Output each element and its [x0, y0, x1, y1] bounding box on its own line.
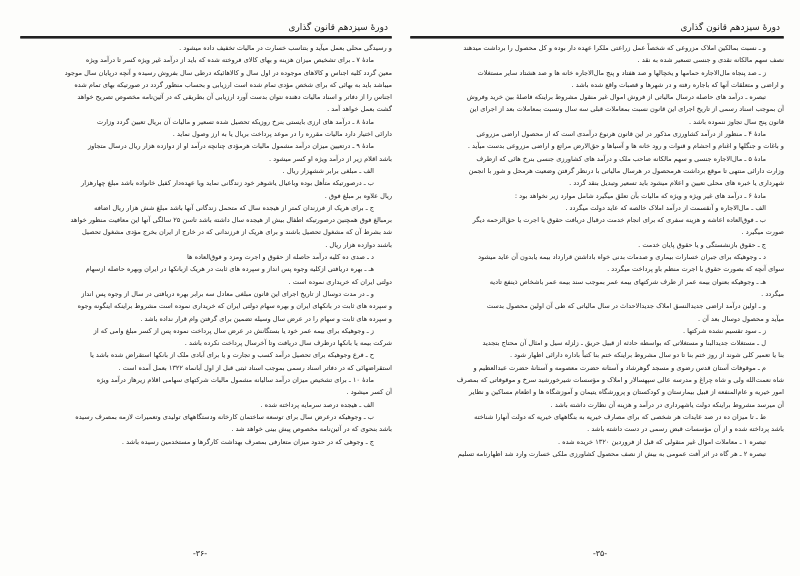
text-line: شهرداری یا خبره های محلی تعیین و اعلام میشود باید تسعیر وتبدیل بنقد گردد .: [569, 179, 784, 188]
header-rule: [20, 36, 392, 38]
clause-dal: د ـ صدی ده کلیه درآمد حاصله از حقوق و اجرت ومزد و فوق‌العاده ها: [187, 253, 374, 262]
clause-dal: د ـ وجوهیکه برای جبران خسارات بیماری و صدمات بدنی خواه باداشتن قرارداد بیمه یابدون آن عاید میشود: [478, 253, 766, 262]
clause-mim: م ـ موقوفات آستان قدس رضوی و مسجد گوهرشاد و آستانه حضرت معصومه و آستانهٔ حضرت عبدالعظیم و: [473, 363, 766, 372]
note-heading: تبصره ـ درآمد های حاصله درسال مالیاتی از فروش اموال غیر منقول مشروط براینکه فاصلهٔ بین خرید وفروش: [466, 93, 766, 102]
header-rule: [410, 36, 784, 38]
text-line: اجناس را از دفاتر و اسناد مالیات دهنده نتوان بدست آورد ارزیابی آن بطریقی که در آئین‌نامه مخصوص تصریح خواهد: [77, 93, 392, 102]
running-header: دورهٔ سیزدهم قانون گذاری: [680, 23, 780, 33]
note-1-heading: تبصره ۱ ـ معاملات اموال غیر منقولی که قبل از فروردین ۱۳۲۰ خریده شده .: [557, 437, 766, 446]
text-line: باشد پرداخته شده و از آن مؤسسات قبض رسمی در دست داشته باشد .: [587, 425, 784, 434]
text-line: امور خیریه و عام‌المنفعه از قبیل بیمارستان و کودکستان و پرورشگاه یتیمان و آموزشگاه ها و اطعام مساکین و نظایر: [468, 388, 784, 397]
article-9-heading: مادهٔ ۹ ـ درتعیین میزان درآمد مشمول مالیات هرمؤدی چنانچه درآمد او از دوازده هزار ریال درسال متجاوز: [87, 142, 374, 151]
clause-he: هـ ـ وجوهیکه بعنوان بیمه عمر از طرف شرکتهای بیمه عمر بموجب سند بیمه عمر باشخاص ذینفع تادیه: [489, 277, 766, 286]
text-line: برمبالغ فوق همچنین درصورتیکه اطفال بیش از هیجده سال داشته باشد تاسن ۲۵ سالگی آنها این معافیت منظور خواهد: [70, 216, 392, 225]
text-line: صورت میگیرد .: [741, 228, 784, 237]
clause-ta: ط ـ تا میزان ده در صد عایدات هر شخصی که برای مصارف خیریه به بنگاههای خیریه که دولت آنهارا شناخته: [474, 412, 766, 421]
text-line: آن میرسد مشروط براینکه دولت یاشهرداری در درآمد و هزینه آن نظارت داشته باشد .: [550, 400, 784, 409]
page-number: -۳۶-: [192, 549, 208, 558]
article-5-heading: مادهٔ ۵ ـ مال‌الاجاره جنسی و سهم مالکانه صاحب ملک و درآمد های کشاورزی جنسی بنرخ هائی که ازطرف: [476, 154, 766, 163]
article-10-heading: مادهٔ ۱۰ ـ برای تشخیص میزان درآمد سالیانه مشمول مالیات شرکتهای سهامی اقلام زیرهاز درآمد ویژه: [96, 376, 374, 385]
article-7-heading: مادهٔ ۷ ـ برای تشخیص میزان هزینه و بهای کالای فروخته شده که باید از درآمد غیر ویژه کسر تا درآمد ویژه: [85, 56, 374, 65]
clause-he: هـ ـ بهره دریافتی ازکلیه وجوه پس انداز و سپرده های ثابت در هریک ازبانکها در ایران وبهره حاصله ازسهام: [85, 265, 374, 274]
text-line: باشد بنحوی که در آئین‌نامه مخصوص پیش بینی خواهد شد .: [231, 425, 392, 434]
clause-vav: و ـ در مدت دوسال از تاریخ اجرای این قانون مبلغی معادل سه برابر بهره دریافتی در سال از وجوه پس انداز: [81, 289, 374, 298]
right-page: [400, 0, 800, 576]
text-line: میگردد .: [761, 289, 784, 298]
clause-be: ب ـ درصورتیکه متأهل بوده وباعیال یاشوهر خود زندگانی نماید ویا عهده‌دار کفیل خانواده باشد مبلغ چهارهزار: [81, 179, 374, 188]
page-body: [20, 42, 392, 448]
text-line: میآید و محصول دوسال بعد آن .: [698, 314, 784, 323]
text-line: میباشد باید به بهائی که برای شخص مؤدی تمام شده است ارزیابی و بحساب منظور گردد در صورتیکه بهای تمام شده: [74, 80, 392, 89]
clause-be: ب ـ فوق‌العاده اعاشه و هزینه سفری که برای انجام خدمت درقبال دریافت حقوق یا اجرت یا حق‌الزحمه دیگر: [472, 216, 766, 225]
text-line: باشند دوازده هزار ریال .: [325, 240, 392, 249]
clause-vav: و ـ نسبت بمالکین املاک مزروعی که شخصاً عمل زراعتی ملکرا عهده دار بوده و کل محصول را برداشت میدهند: [463, 44, 766, 52]
clause-he-jimi: ح ـ فرع وجوهیکه برای تحصیل درآمد کسب و تجارت و یا برای آبادی ملک از بانکها استقراض شده باشد یا: [89, 351, 374, 360]
clause-ze: ز ـ وجوهیکه برای بیمه عمر خود یا بستگانش در عرض سال پرداخت نموده پس از کسر مبلغ وامی که از: [93, 326, 374, 335]
text-line: باشد اقلام زیر از درآمد ویژه او کسر میشود .: [269, 154, 392, 163]
text-line: قانون پنج سال تجاوز ننموده باشد .: [688, 117, 784, 126]
text-line: شاه نعمت‌الله ولی و شاه چراغ و مدرسه عالی سپهسالار و املاک و مؤسسات شیرخورشید سرخ و موقوفاتی که بمصرف: [456, 376, 784, 385]
clause-alef: الف ـ مبلغی برابر ششهزار ریال .: [282, 166, 374, 175]
text-line: شد بشرط آن که مشغول تحصیل باشند و برای هریک از فرزندانی که در خارج از ایران بخرج مؤدی مشغول تحصیل: [82, 228, 392, 237]
clause-alef: الف ـ مال‌الاجاره و آنقسمت از درآمد املاک خالصه که عاید دولت میگردد .: [565, 203, 766, 212]
article-6-heading: مادهٔ ۶ ـ درآمد های غیر ویژه و ویژه که مالیات بآن تعلق میگیرد شامل موارد زیر نخواهد بود :: [514, 191, 766, 200]
clause-vav: و ـ اولین درآمد اراضی جدیدالنسق املاک جدیدالاحداث در سال مالیاتی که طی آن اولین محصول بدست: [486, 302, 766, 311]
text-line: شرکت بیمه یا بانکها درظرف سال دریافت وتا آخرسال پرداخت نکرده باشد .: [184, 339, 392, 348]
clause-lam: ل ـ مستغلات جدیدالبنا و مستغلاتی که بواسطه حادثه از قبیل حریق ـ زلزله سیل و امثال آن محتاج بتجدید: [482, 339, 766, 348]
note-2-heading: تبصره ۲ ـ هر گاه در اثر آفت عمومی به بیش از نصف محصول کشاورزی ملکی خسارت وارد شد اظهارنامه تسلیم: [457, 449, 766, 458]
text-line: معین گردد کلیه اجناس و کالاهای موجوده در اول سال و کالاهائیکه درطی سال بفروش رسیده و آنچه درپایان سال موجود: [64, 68, 392, 77]
text-line: و سپرده های ثابت در بانکهای ایران و بهره سهام دولتی ایران که خریداری نموده است مشروط براینکه اینگونه وجوه: [77, 302, 392, 311]
clause-jim: ج ـ وجوهی که در حدود میزان متعارفی بمصرف بهداشت کارگرها و مستخدمین رسیده باشد .: [121, 437, 374, 446]
text-line: بنا یا تعمیر کلی شوند از روز ختم بنا تا دو سال مشروط براینکه ختم بنا کتباً باداره دارائی اظهار شود .: [509, 351, 784, 360]
running-header: دورهٔ سیزدهم قانون گذاری: [288, 23, 388, 33]
text-line: دارائی اختیار دارد مالیات مقرره را در موعد پرداخت بریال یا به ارز وصول نماید .: [172, 130, 392, 139]
article-8-heading: مادهٔ ۸ ـ درآمد های ارزی بایستی بنرخ روزیکه تحصیل شده تسعیر و مالیات آن بریال تعیین گردد وزارت: [96, 117, 374, 126]
text-line: و باغات و جنگلها و اغنام و احشام و قنوات و رود خانه ها و آسیاها و حق‌الارض مراتع و اراضی مزروعی بدست میآید .: [467, 142, 784, 151]
page-number: -۳۵-: [592, 549, 608, 558]
text-line: استقراضهائی که در دفاتر اسناد رسمی بموجب اسناد ثبتی قبل از اول آبانماه ۱۳۲۲ بعمل آمده است .: [118, 363, 392, 372]
clause-alef: الف ـ هیجده درصد سرمایه پرداخته شده .: [260, 400, 374, 409]
article-4-heading: مادهٔ ۴ ـ منظور از درآمد کشاورزی مذکور در این قانون هرنوع درآمدی است که از محصول اراضی مزروعی: [476, 130, 766, 139]
clause-ze: ز ـ سود تقسیم نشده شرکتها .: [682, 326, 766, 335]
clause-jim: ج ـ حقوق بازنشستگی و یا حقوق پایان خدمت .: [638, 240, 766, 249]
text-line: سوای آنچه که بصورت حقوق یا اجرت منظم باو پرداخت میگردد .: [607, 265, 784, 274]
clause-ze: ز ـ صد پنجاه مال‌الاجاره حمامها و یخچالها و صد هفتاد و پنج مال‌الاجاره خانه ها و صد هشتاد سایر مستغلات: [477, 68, 766, 77]
text-line: و رسیدگی محلی بعمل میآید و بتناسب خسارت در مالیات تخفیف داده میشود .: [179, 44, 392, 52]
text-line: آن کسر میشود .: [346, 388, 392, 397]
text-line: وزارت دارائی منتهی تا موقع برداشت هرمحصول در هرسال مالیاتی با درنظر گرفتن وضعیت هرمحل و شور با انجمن: [468, 166, 784, 175]
text-line: گشت بعمل خواهد آمد .: [327, 105, 392, 114]
text-line: و اراضی و متعلقات آنها که باجاره رفته و در شهرها و قصبات واقع شده باشد .: [571, 80, 784, 89]
text-line: دولتی ایران که خریداری نموده است .: [288, 277, 392, 286]
text-line: آن بموجب اسناد رسمی از تاریخ اجرای این قانون نسبت بمعاملات قبلی سه سال ونسبت بمعاملات بعد از اجرای این: [469, 105, 784, 114]
clause-jim: ج ـ برای هریک از فرزندان کمتر از هیجده سال که متحمل زندگانی آنها باشد مبلغ شش هزار ریال اضافه: [94, 203, 374, 212]
page-body: [410, 42, 784, 460]
text-line: ریال علاوه بر مبلغ فوق .: [324, 191, 392, 200]
clause-be: ب ـ وجوهیکه درعرض سال برای توسعه ساختمان کارخانه ودستگاههای تولیدی وتعمیرات لازمه بمصرف رسیده: [75, 412, 374, 421]
text-line: نصف سهم مالکانه نقدی و جنسی تسعیر شده به نقد .: [637, 56, 784, 65]
text-line: و سپرده های ثابت و سهام را در عرض سال وسیله تضمین برای گرفتن وام قرار نداده باشد .: [140, 314, 392, 323]
